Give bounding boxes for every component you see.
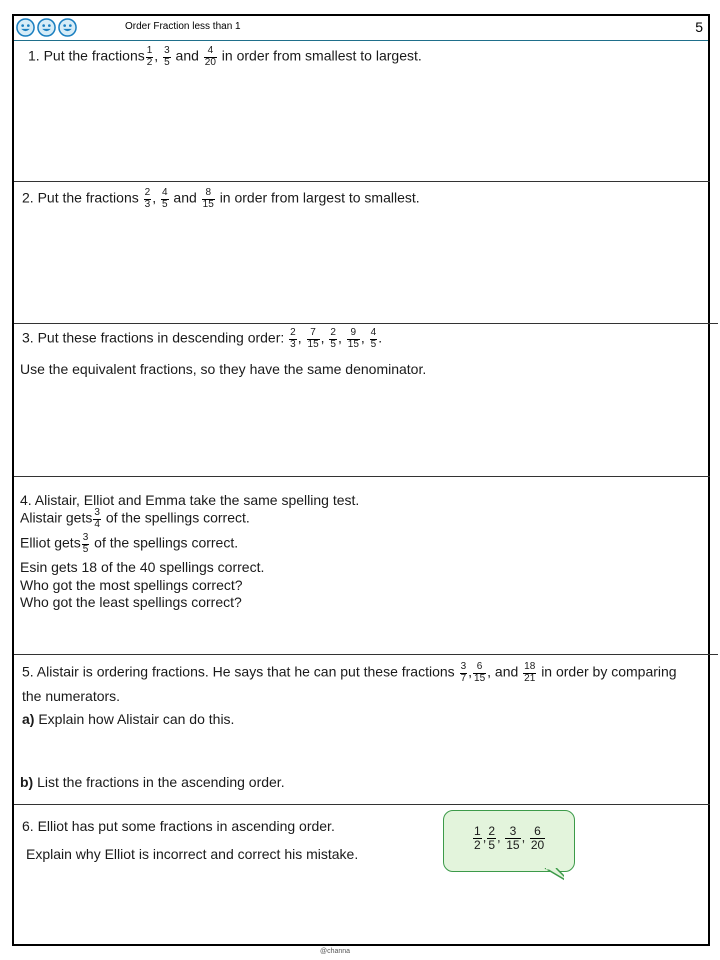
question-5: 5. Alistair is ordering fractions. He says that he can put these fractions $\frac{3}{7}$ , $\frac{6}{15}$ , and $\frac{18}{21}$ in order by comparing [22, 661, 677, 684]
smiley-face-icon [37, 18, 56, 37]
fraction: $\frac{2}{3}$ [144, 187, 151, 210]
bubble-fractions: $\frac{1}{2}$ , $\frac{2}{5}$ , $\frac{3}{15}$ , $\frac{6}{20}$ [474, 824, 545, 852]
fraction: $\frac{3}{7}$ [460, 661, 467, 684]
speech-bubble-tail [544, 868, 564, 884]
header-bar [14, 16, 708, 41]
question-5b: b) List the fractions in the ascending order. [20, 774, 285, 790]
section-divider [14, 654, 718, 655]
footer-credit: @channa [320, 948, 351, 955]
smiley-group [16, 18, 77, 37]
fraction: $\frac{3}{5}$ [82, 532, 89, 555]
question-4-line6: Who got the least spellings correct? [20, 594, 242, 610]
fraction: $\frac{6}{20}$ [530, 824, 545, 852]
question-5-line2: the numerators. [22, 688, 121, 704]
section-divider [14, 476, 710, 477]
worksheet-title: Order Fraction less than 1 [125, 21, 241, 32]
fraction: $\frac{2}{3}$ [290, 327, 296, 350]
section-divider [14, 181, 710, 182]
smiley-face-icon [16, 18, 35, 37]
question-2: 2. Put the fractions $\frac{2}{3}$ , $\frac{4}{5}$ and $\frac{8}{15}$ in order from largest to smallest. [22, 187, 420, 210]
question-4-line5: Who got the most spellings correct? [20, 577, 243, 593]
fraction: $\frac{2}{5}$ [488, 824, 495, 852]
speech-bubble [443, 810, 575, 872]
fraction: $\frac{3}{4}$ [94, 507, 100, 530]
question-4-line2: Alistair gets $\frac{3}{4}$ of the spellings correct. [20, 507, 250, 530]
question-3: 3. Put these fractions in descending order: $\frac{2}{3}$ , $\frac{7}{15}$ , $\frac{2}{5}$ , $\frac{9}{15}$ , $\frac{4}{5}$ . [22, 327, 383, 350]
question-1: 1. Put the fractions $\frac{1}{2}$ , $\frac{3}{5}$ and $\frac{4}{20}$ in order from smallest to largest. [28, 45, 422, 68]
fraction: $\frac{1}{2}$ [146, 45, 153, 68]
section-divider [14, 323, 718, 324]
fraction: $\frac{7}{15}$ [307, 327, 319, 350]
question-5a: a) Explain how Alistair can do this. [22, 711, 235, 727]
section-divider [14, 804, 710, 805]
fraction: $\frac{8}{15}$ [202, 187, 214, 210]
question-4-line1: 4. Alistair, Elliot and Emma take the same spelling test. [20, 492, 360, 508]
question-6-line1: 6. Elliot has put some fractions in ascending order. [22, 818, 335, 834]
fraction: $\frac{9}{15}$ [347, 327, 359, 350]
smiley-face-icon [58, 18, 77, 37]
fraction: $\frac{1}{2}$ [474, 824, 481, 852]
page-number: 5 [695, 19, 703, 35]
worksheet-page [12, 14, 710, 946]
fraction: $\frac{4}{5}$ [161, 187, 168, 210]
fraction: $\frac{3}{15}$ [506, 824, 520, 852]
fraction: $\frac{4}{20}$ [204, 45, 216, 68]
fraction: $\frac{18}{21}$ [524, 661, 536, 684]
fraction: $\frac{6}{15}$ [474, 661, 486, 684]
question-4-line4: Esin gets 18 of the 40 spellings correct. [20, 559, 265, 575]
fraction: $\frac{4}{5}$ [370, 327, 377, 350]
fraction: $\frac{2}{5}$ [330, 327, 336, 350]
question-3-instruction: Use the equivalent fractions, so they have the same denominator. [20, 361, 427, 377]
question-4-line3: Elliot gets $\frac{3}{5}$ of the spellings correct. [20, 532, 239, 555]
fraction: $\frac{3}{5}$ [164, 45, 170, 68]
question-6-line2: Explain why Elliot is incorrect and correct his mistake. [26, 846, 359, 862]
question-1-text: 1. Put the fractions [28, 47, 145, 64]
